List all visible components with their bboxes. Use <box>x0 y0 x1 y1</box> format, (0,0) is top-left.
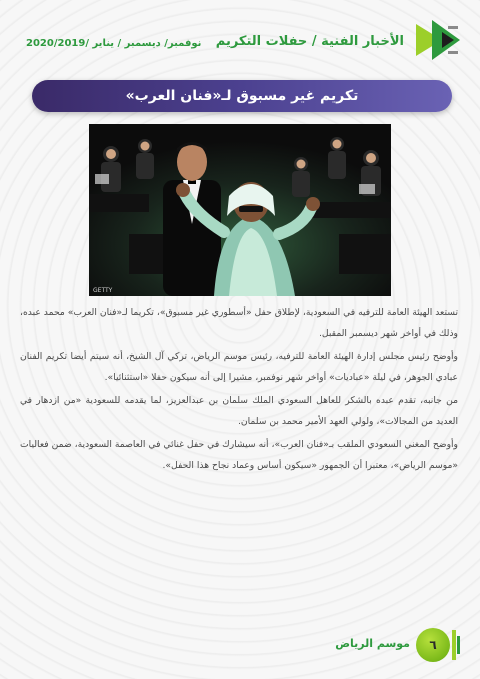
article-paragraph: تستعد الهيئة العامة للترفيه في السعودية، لإطلاق حفل «أسطوري غير مسبوق»، تكريما لـ«فنان العرب» محمد عبده، وذلك في أواخر شهر ديسمبر المقبل. <box>20 307 458 339</box>
brand-logo-icon <box>412 18 464 62</box>
page-number-badge <box>416 628 450 662</box>
article-body <box>20 302 458 478</box>
article-paragraph: وأوضح المغني السعودي الملقب بـ«فنان العرب»، أنه سيشارك في حفل غنائي في العاصمة السعودية، ضمن فعاليات «موسم الرياض»، معتبرا أن الجمهور «سيكون أساس وعماد نجاح هذا الحفل». <box>20 439 458 471</box>
concert-stage-image <box>89 124 391 296</box>
issue-date: نوفمبر/ ديسمبر / يناير /2020/2019 <box>26 38 202 49</box>
section-title: الأخبار الفنية / حفلات التكريم <box>215 34 404 49</box>
page-number: ٦ <box>429 638 437 652</box>
article-photo <box>89 124 391 296</box>
footer-label: موسم الرياض <box>335 637 410 650</box>
headline-banner <box>32 80 452 112</box>
headline-title: تكريم غير مسبوق لـ«فنان العرب» <box>125 88 359 104</box>
article-paragraph: وأوضح رئيس مجلس إدارة الهيئة العامة للترفيه، رئيس موسم الرياض، تركي آل الشيخ، أنه سيتم أيضا تكريم الفنان عبادي الجوهر، في ليلة «عباديات» أواخر شهر نوفمبر، مشيرا إلى أنه سيكون حفلا «استثنائيا». <box>20 351 458 383</box>
photo-credit: GETTY <box>93 287 113 294</box>
page-footer <box>330 628 460 664</box>
page-header <box>20 18 464 58</box>
footer-accent-icon <box>452 628 460 662</box>
article-paragraph: من جانبه، تقدم عبده بالشكر للعاهل السعودي الملك سلمان بن عبدالعزيز، لما يقدمه للسعودية «من ازدهار في العديد من المجالات»، ولولي العهد الأمير محمد بن سلمان. <box>20 395 458 427</box>
